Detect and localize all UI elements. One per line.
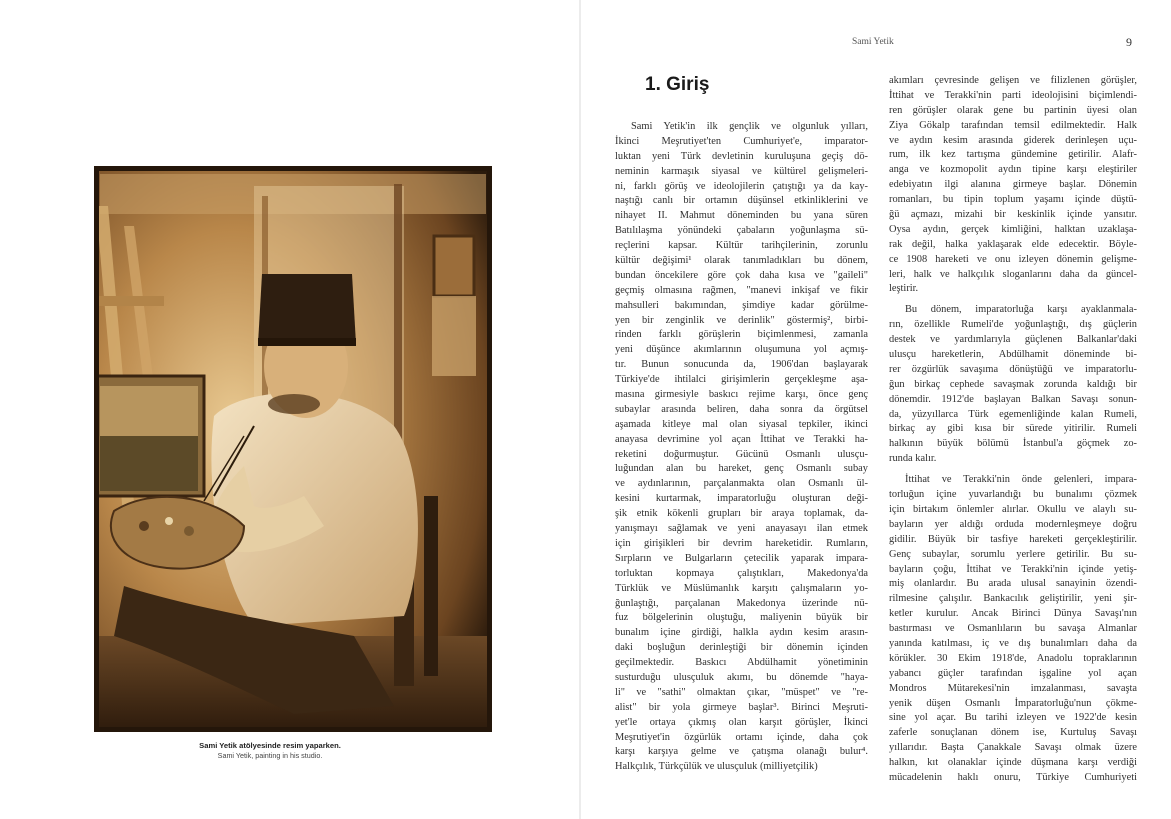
text-line: Ziya Gökalp tarafından temsil edilmektedir. Halk (889, 119, 1137, 131)
text-line: yet'le ortaya çıkmış olan karşıt görüşler, İkinci (615, 716, 868, 728)
text-line: torluğun içine yuvarlandığı bu bunalımı çözmek (889, 489, 1137, 501)
text-line: Türklük ve Müslümanlık karşıtı çalışmaların yo- (615, 582, 868, 594)
text-line: rum, ilk kez tartışma gündemine getirilir. Alafr- (889, 149, 1137, 161)
text-line: torluktan kopmaya çalıştıkları, Makedonya'da (615, 567, 868, 579)
text-line: leri, halk ve halkçılık sloganlarını daha da güncel- (889, 268, 1137, 280)
text-line: körükler. 30 Ekim 1918'de, Anadolu topraklarının (889, 652, 1137, 664)
text-line: anga ve kozmopolit aydın tipine karşı eleştiriler (889, 164, 1137, 176)
text-line: dönemdir. 1912'de başlayan Balkan Savaşı sonun- (889, 393, 1137, 405)
text-line: susturduğu ulusçuluk akımı, bu dönemde "haya- (615, 671, 868, 683)
text-line: edebiyatın ilgi alanına girmeye başlar. Dönemin (889, 179, 1137, 191)
left-page (0, 0, 580, 819)
text-line: daki boşluğun derinleştiği bir dönemin içinden (615, 642, 868, 654)
text-line: tır. Bunun sonucunda da, 1906'dan başlayarak (615, 359, 868, 371)
text-line: bayların yer aldığı orduda modernleşmeye doğru (889, 518, 1137, 530)
caption-english: Sami Yetik, painting in his studio. (217, 751, 323, 760)
text-line: mahsulleri bakımından, şimdiye kadar görülme- (615, 299, 868, 311)
text-line: aşamada kitleye mal olan siyasal tepkiler, ikinci (615, 418, 868, 430)
text-line: için girişikleri bir devrim hareketidir. Rumların, (615, 537, 868, 549)
text-line: yeni düşünce akımlarının oluşumuna yol açmış- (615, 344, 868, 356)
text-line: neminin karmaşık siyasal ve kültürel gelişmeleri- (615, 165, 868, 177)
text-line: bunalım içine girdiği, halkla aydın kesim arasın- (615, 627, 868, 639)
text-line: Oysa aydın, gerçek kimliğini, halktan uzaklaşa- (889, 223, 1137, 235)
text-line: İttihat ve Terakki'nin parti ideolojisini biçimlendi- (889, 89, 1137, 101)
text-line: ketler kurulur. Ancak Birinci Dünya Savaşı'nın (889, 608, 1137, 620)
text-line: ğunlaştığı, parçalanan Makedonya üzerinde nü- (615, 597, 868, 609)
text-line: yenik düşen Osmanlı İmparatorluğu'nun çökme- (889, 697, 1137, 709)
text-line: miş olanlardır. Bu arada ulusal sanayinin özendi- (889, 578, 1137, 590)
text-line: zaferle sonuçlanan dönem ise, Kurtuluş Savaşı (889, 727, 1137, 739)
text-line: Mondros Mütarekesi'nin imzalanması, savaşta (889, 682, 1137, 694)
text-line: reçlerini kapsar. Kültür tarihçilerinin, zorunlu (615, 240, 868, 252)
text-line: masına girmesiyle baskıcı rejime karşı, önce genç (615, 389, 868, 401)
text-line: Halkçılık, Türkçülük ve ulusçuluk (milliyetçilik) (615, 761, 818, 773)
text-line: ğü açmazı, mizahi bir keskinlik içinde yansıtır. (889, 209, 1137, 221)
text-line: ce 1908 hareketi ve onu izleyen dönemin gelişme- (889, 253, 1137, 265)
chapter-title: 1. Giriş (645, 74, 710, 95)
text-line: luktan yeni Türk devletinin kuruluşuna geçiş dö- (615, 150, 868, 162)
text-line: rinden farklı görüşlerin biçimlenmesi, zamanla (615, 329, 868, 341)
text-line: ğun birkaç cephede savaşmak zorunda kaldığı bir (889, 378, 1137, 390)
text-line: rak değil, halka yaklaşarak elde edecektir. Böyle- (889, 238, 1137, 250)
text-line: reketini doğurmuştur. Gücünü Osmanlı ulusçu- (615, 448, 868, 460)
text-column-right (889, 74, 1137, 786)
text-line: rın, özellikle Rumeli'de yoğunlaştığı, dış güçlerin (889, 319, 1137, 331)
text-line: kültür değişimi¹ olarak tanımladıkları bu dönem, (615, 255, 868, 267)
text-line: şik etnik kökenli grupları bir araya toplamak, da- (615, 508, 868, 520)
text-line: luğundan alan bu hareket, genç Osmanlı subay (615, 463, 868, 475)
text-line: Batılılaşma yönündeki çabaların yoğunlaşma sü- (615, 225, 868, 237)
text-line: alist" bir yola girmeye başlar³. Birinci Meşruti- (615, 701, 868, 713)
text-line: runda kalır. (889, 453, 937, 465)
text-line: bastırması ve Osmanlıların bu savaşa Almanlar (889, 623, 1137, 635)
text-line: Sami Yetik'in ilk gençlik ve olgunluk yılları, (631, 121, 868, 132)
text-line: destek ve yardımlarıyla güçlenen Balkanlar'daki (889, 334, 1137, 346)
text-line: kesini kurtarmak, imparatorluğu oluşturan deği- (615, 493, 868, 505)
text-line: Türkiye'de ihtilalci girişimlerin gerçekleşme aşa- (615, 374, 868, 386)
text-column-left (615, 120, 868, 775)
text-line: yen bir zenginlik ve derinlik" göstermiş², birbi- (615, 314, 868, 326)
text-line: yabancı güçler tarafından işgaline yol açan (889, 667, 1137, 679)
text-line: ren görüşler olarak gene bu partinin üyesi olan (889, 104, 1137, 116)
sepia-photograph (94, 166, 492, 732)
text-line: ve aydınlarının, parçalanmakta olan Osmanlı ül- (615, 478, 868, 490)
photo-caption (150, 741, 390, 761)
text-line: karşı karşıya gelme ve çatışma olanağı bulur⁴. (615, 746, 868, 758)
text-line: anayasa devrimine yol açan İttihat ve Terakki ha- (615, 433, 868, 445)
text-line: geçilmektedir. Baskıcı Abdülhamit yönetiminin (615, 657, 868, 669)
text-line: nihayet II. Mahmut döneminden bu yana süren (615, 210, 868, 222)
text-line: ve aydın kesim arasında giderek derinleşen uçu- (889, 134, 1137, 146)
text-line: mücadelenin haklı onuru, Türkiye Cumhuriyeti (889, 771, 1137, 783)
text-line: Genç subaylar, sorumlu yerlere getirilir. Bu su- (889, 548, 1137, 560)
text-line: için birtakım önlemler alırlar. Okullu ve alaylı su- (889, 503, 1137, 515)
text-line: Bu dönem, imparatorluğa karşı ayaklanmala- (905, 304, 1137, 316)
text-line: rer özgürlük savaşıma dönüştüğü ve imparatorlu- (889, 363, 1137, 375)
text-line: rilmesine çalışılır. Bankacılık geliştirilir, yeni şir- (889, 593, 1137, 605)
page-number: 9 (1126, 35, 1132, 49)
text-line: İkinci Meşrutiyet'ten Cumhuriyet'e, imparator- (615, 135, 868, 147)
text-line: gidilir. Büyük bir tasfiye hareketi gerçekleştirilir. (889, 533, 1137, 545)
text-line: ulusçu hareketlerin, Abdülhamit döneminde bi- (889, 349, 1137, 361)
text-line: romanları, bu tipin toplum yaşamı içinde düştü- (889, 194, 1137, 206)
text-line: yanında katılması, iç ve dış bunalımları daha da (889, 637, 1137, 649)
text-line: akımları çevresinde gelişen ve filizlenen görüşler, (889, 75, 1137, 86)
text-line: halkın, kıt olanaklar içinde düşmana karşı verdiği (889, 757, 1137, 769)
text-line: li" ve "sathi" olmaktan çıkar, "müspet" ve "re- (615, 686, 868, 698)
text-line: ni, farklı görüş ve ideolojilerin çatıştığı ya da kay- (615, 180, 868, 192)
text-line: İttihat ve Terakki'nin önde gelenleri, impara- (905, 474, 1137, 486)
text-line: geçmiş olmasına rağmen, "manevi inkişaf ve fikir (615, 284, 868, 296)
text-line: Sırpların ve Bulgarların çetecilik yaparak impara- (615, 552, 868, 564)
text-line: fuz bölgelerinin oluştuğu, maliyenin büyük bir (615, 612, 868, 624)
text-line: bayların çoğu, İttihat ve Terakki'nin içinde yetiş- (889, 563, 1137, 575)
text-line: sine yol açar. Bu tarihi izleyen ve 1922'de kesin (889, 712, 1137, 724)
text-line: yıllarıdır. Başta Çanakkale Savaşı olmak üzere (889, 742, 1137, 754)
caption-turkish: Sami Yetik atölyesinde resim yaparken. (199, 741, 341, 750)
running-head: Sami Yetik (852, 37, 894, 47)
text-line: da, yüzyıllarca Türk egemenliğinde kalan Rumeli, (889, 408, 1137, 420)
text-line: birkaç ay gibi kısa bir sürede yitirilir. Rumeli (889, 423, 1137, 435)
text-line: bundan öncekilere göre çok daha kısa ve "gaileli" (615, 269, 868, 281)
text-line: Meşrutiyet'in özgürlük ortamı içinde, daha çok (615, 731, 868, 743)
text-line: leştirir. (889, 283, 919, 295)
painter-photo-illustration (94, 166, 492, 732)
text-line: halkının büyük bölümü İstanbul'a göçmek zo- (889, 438, 1137, 450)
text-line: subaylar arasında beliren, daha sonra da örgütsel (615, 403, 868, 415)
text-line: yanışmayı sağlamak ve yeni anayasayı ilan etmek (615, 523, 868, 535)
text-line: naştığı canlı bir ortamın düşünsel etkinliklerini ve (615, 195, 868, 207)
